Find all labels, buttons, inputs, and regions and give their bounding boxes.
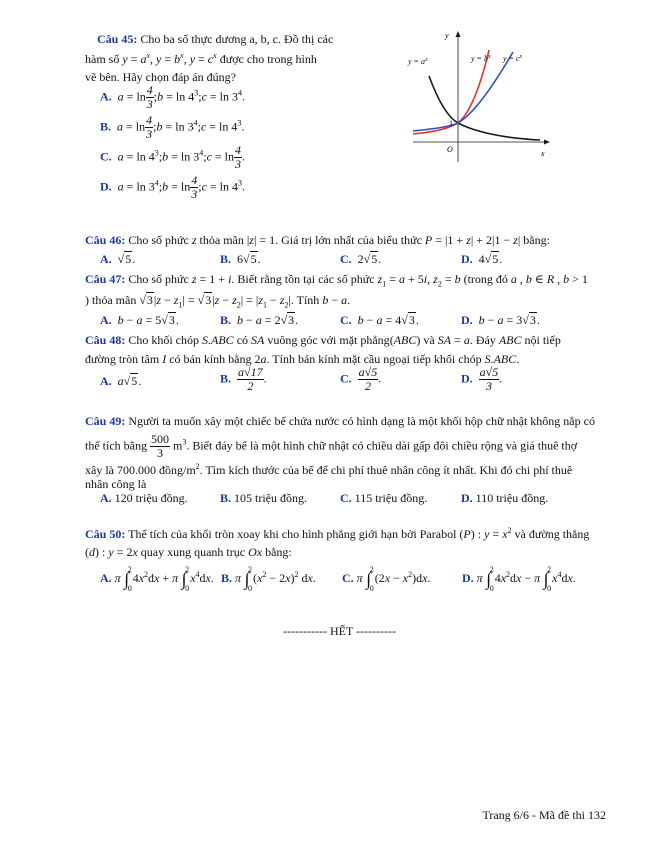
q46-option-c[interactable]: C. 2√5. — [340, 252, 382, 266]
label-ya: $y = a^x$ — [408, 57, 428, 66]
q49-option-a[interactable]: A. 120 triệu đồng. — [100, 491, 188, 505]
q45-line1: Câu 45: Cho ba số thực dương a, b, c. Đồ thị các — [97, 32, 334, 46]
q48-option-a[interactable]: A. a√5. — [100, 374, 142, 388]
q50-line2: (d) : y = 2x quay xung quanh trục Ox bằng: — [85, 545, 292, 559]
exponential-graph — [405, 28, 555, 168]
curve-a — [429, 76, 540, 140]
origin-label: O — [447, 145, 453, 154]
q50-option-d[interactable]: D. π ∫ 2 0 $4x^2dx - \pi$ ∫ 2 0 $x^4dx$. — [462, 565, 576, 594]
q47-option-a[interactable]: A. b − a = 5√3. — [100, 313, 179, 327]
q45-option-d[interactable]: D. $a = \ln 3^4;b = \ln$ $\frac{4}{3}$ ;c = $\ln 4^3$. — [100, 173, 246, 201]
one-label: 1 — [449, 119, 453, 128]
q45-option-a[interactable]: A. a = ln $\frac{4}{3}$ ;b = $\ln 4^3;c = \ln 3^4$. — [100, 83, 246, 111]
q47-option-c[interactable]: C. b − a = 4√3. — [340, 313, 419, 327]
q48-option-d[interactable]: D. $\frac{a√5}{3}$ . — [461, 365, 503, 393]
q45-option-b[interactable]: B. a = ln $\frac{4}{3}$ ;b = $\ln 3^4;c = \ln 4^3$. — [100, 113, 245, 141]
label-yb: $y = b^x$ — [471, 54, 491, 63]
label-yc: $y = c^x$ — [503, 54, 523, 63]
q48-line1: Câu 48: Cho khối chóp S.ABC có SA vuông góc với mặt phẳng(ABC) và SA = a. Đáy ABC nội tiếp — [85, 333, 561, 347]
q45-line2: hàm số $y = a^x$, $y = b^x$, $y = c^x$ được cho trong hình — [85, 51, 317, 66]
q46-option-a[interactable]: A. √5. — [100, 252, 136, 266]
end-mark: ----------- HẾT ---------- — [283, 624, 397, 638]
q50-line1: Câu 50: Thể tích của khối tròn xoay khi cho hình phẳng giới hạn bởi Parabol (P) : $y = x^2$ và đường thẳng — [85, 526, 590, 541]
q50-option-b[interactable]: B. π ∫ 2 0 $(x^2 - 2x)^2$ dx. — [221, 565, 316, 594]
q50-option-c[interactable]: C. π ∫ 2 0 $(2x - x^2)dx$. — [342, 565, 431, 594]
q49-line2: thể tích bằng $\frac{500}{3}$ $m^3$. Biết đáy bể là một hình chữ nhật có chiều dài gấp đôi chiều rộng và giá thuê thợ — [85, 432, 578, 460]
page-footer: Trang 6/6 - Mã đề thi 132 — [482, 808, 606, 822]
q49-option-c[interactable]: C. 115 triệu đồng. — [340, 491, 428, 505]
q45-line3: vẽ bên. Hãy chọn đáp án đúng? — [85, 70, 236, 84]
q48-line2: đường tròn tâm I có bán kính bằng 2a. Tính bán kính mặt cầu ngoại tiếp khối chóp S.ABC. — [85, 352, 520, 366]
q49-line1: Câu 49: Người ta muốn xây một chiếc bể chứa nước có hình dạng là một khối hộp chữ nhật không nắp có — [85, 414, 595, 428]
axis-y-label: y — [445, 31, 449, 40]
q45-option-c[interactable]: C. $a = \ln 4^3;b = \ln$ $3^4;c = \ln$ $\frac{4}{3}$ . — [100, 143, 246, 171]
q49-line3: xây là 700.000 đồng/$m^2$. Tìm kích thước của bể để chi phí thuê nhân công ít nhất. Khi đó chi phí thuê — [85, 462, 573, 477]
q47-option-d[interactable]: D. b − a = 3√3. — [461, 313, 540, 327]
axis-x-label: x — [541, 149, 545, 158]
q48-option-b[interactable]: B. $\frac{a√17}{2}$ . — [220, 365, 267, 393]
q45-label: Câu 45: — [97, 32, 138, 46]
q46-question: Câu 46: Cho số phức z thỏa mãn |z| = 1. Giá trị lớn nhất của biểu thức P = |1 + z| + 2|1 − z| bằng: — [85, 233, 550, 247]
curve-c — [413, 52, 513, 131]
q46-option-d[interactable]: D. 4√5. — [461, 252, 503, 266]
q47-option-b[interactable]: B. b − a = 2√3. — [220, 313, 299, 327]
q46-option-b[interactable]: B. 6√5. — [220, 252, 261, 266]
q47-line1: Câu 47: Cho số phức z = 1 + i. Biết rằng tồn tại các số phức $z_1 = a + 5i$, $z_2 = b$ (trong đó a , b ∈ R , b > 1 — [85, 272, 588, 289]
q50-option-a[interactable]: A. π ∫ 2 0 $4x^2dx + \pi$ ∫ 2 0 $x^4dx$. — [100, 565, 214, 594]
q48-option-c[interactable]: C. $\frac{a√5}{2}$ . — [340, 365, 382, 393]
q49-option-b[interactable]: B. 105 triệu đồng. — [220, 491, 308, 505]
q49-line4: nhân công là — [85, 477, 147, 491]
y-axis-arrow — [456, 31, 461, 37]
q47-line2: ) thỏa mãn $√3|z - z_1| = √3|z - z_2| = |z_1 - z_2|$. Tính b − a. — [85, 293, 351, 310]
x-axis-arrow — [544, 140, 550, 145]
q49-option-d[interactable]: D. 110 triệu đồng. — [461, 491, 549, 505]
